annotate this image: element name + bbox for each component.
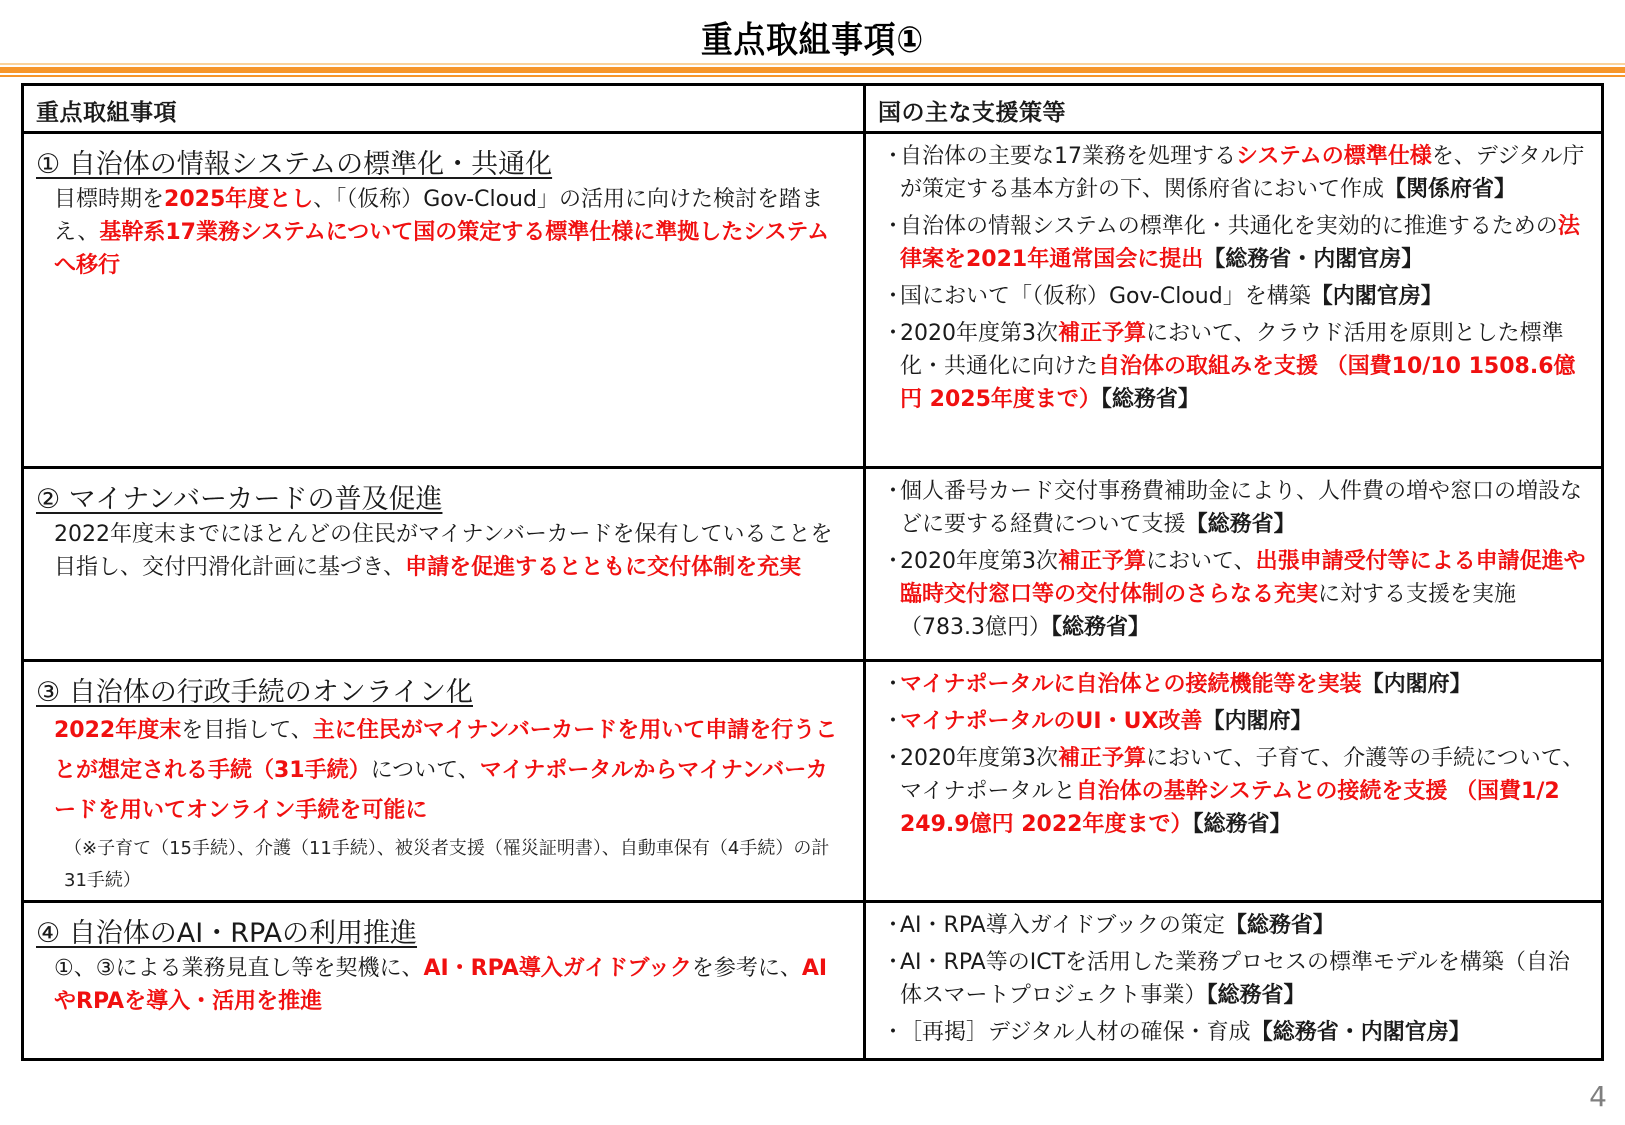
body-text: を参考に、 (691, 956, 802, 981)
body-text: 自治体の主要な17業務を処理する (900, 144, 1236, 169)
row-3-body (24, 709, 863, 831)
priority-table (21, 83, 1604, 1061)
bullet-icon: ・ (882, 746, 905, 771)
row-4-title: ④ 自治体のAI・RPAの利用推進 (36, 918, 418, 949)
ministry-tag: 【総務省・内閣官房】 (1203, 247, 1424, 272)
highlight-text: 主に住民がマイナンバーカードを用いて申請を行うことが想定される手続（31手続） (54, 718, 838, 783)
highlight-text: AIやRPAを導入・活用を推進 (54, 956, 828, 1014)
table-row-3 (24, 659, 1601, 903)
table-row-4 (24, 900, 1601, 1058)
support-item (882, 280, 1589, 313)
body-text: AI・RPA導入ガイドブックの策定 (900, 913, 1225, 938)
highlight-text: 出張申請受付等による申請促進や臨時交付窓口等の交付体制のさらなる充実 (900, 549, 1586, 607)
row-3-priority (24, 662, 866, 903)
highlight-text: 自治体の取組みを支援 （国費10/10 1508.6億円 2025年度まで） (900, 354, 1576, 412)
ministry-tag: 【総務省・内閣官房】 (1250, 1020, 1471, 1045)
bullet-icon: ・ (882, 950, 905, 975)
highlight-text: マイナポータルに自治体との接続機能等を実装 (900, 672, 1362, 697)
ministry-tag: 【内閣官房】 (1310, 284, 1443, 309)
body-text: 目標時期を (54, 187, 165, 212)
support-item (882, 210, 1589, 276)
row-4-body (24, 950, 863, 1018)
bullet-icon: ・ (882, 214, 905, 239)
support-item (882, 317, 1589, 416)
header-national-support: 国の主な支援策等 (878, 100, 1066, 126)
ministry-tag: 【総務省】 (1224, 913, 1335, 938)
ministry-tag: 【総務省】 (1185, 512, 1296, 537)
page-number: 4 (1589, 1080, 1607, 1113)
row-1-support (866, 134, 1601, 469)
row-4-priority (24, 903, 866, 1058)
row-3-title: ③ 自治体の行政手続のオンライン化 (36, 677, 473, 708)
row-4-support-list (866, 903, 1601, 1049)
bullet-icon: ・ (882, 144, 905, 169)
support-item (882, 946, 1589, 1012)
body-text: 国において「（仮称）Gov-Cloud」を構築 (900, 284, 1311, 309)
body-text: 個人番号カード交付事務費補助金により、人件費の増や窓口の増設などに要する経費について支援 (900, 479, 1583, 537)
table-row-2 (24, 466, 1601, 662)
row-1-body (24, 181, 863, 282)
highlight-text: マイナポータルのUI・UX改善 (900, 709, 1203, 734)
bullet-icon: ・ (882, 479, 905, 504)
row-2-body (24, 516, 863, 584)
ministry-tag: 【関係府省】 (1384, 177, 1517, 202)
highlight-text: 補正予算 (1058, 549, 1147, 574)
body-text: を目指して、 (181, 718, 313, 743)
page-title: 重点取組事項① (700, 20, 925, 61)
body-text: ［再掲］デジタル人材の確保・育成 (900, 1020, 1251, 1045)
ministry-tag: 【内閣府】 (1361, 672, 1472, 697)
support-item (882, 1016, 1589, 1049)
ministry-tag: 【総務省】 (1050, 615, 1150, 640)
support-item (882, 909, 1589, 942)
highlight-text: 2022年度末 (54, 718, 182, 743)
header-priority-items: 重点取組事項 (24, 86, 866, 131)
body-text: 2020年度第3次 (900, 321, 1058, 346)
support-item (882, 742, 1589, 841)
row-2-priority (24, 469, 866, 662)
bullet-icon: ・ (882, 549, 905, 574)
body-text: ①、③による業務見直し等を契機に、 (54, 956, 424, 981)
highlight-text: 基幹系17業務システムについて国の策定する標準仕様に準拠したシステムへ移行 (54, 220, 830, 278)
title-rule-light (0, 63, 1625, 65)
bullet-icon: ・ (882, 709, 905, 734)
body-text: 2020年度第3次 (900, 549, 1058, 574)
highlight-text: 補正予算 (1058, 746, 1147, 771)
highlight-text: AI・RPA導入ガイドブック (423, 956, 692, 981)
row-2-title: ② マイナンバーカードの普及促進 (36, 484, 443, 515)
ministry-tag: 【総務省】 (1206, 983, 1306, 1008)
support-item (882, 668, 1589, 701)
bullet-icon: ・ (882, 321, 905, 346)
body-text: 2022年度末までにほとんどの住民がマイナンバーカードを保有していることを目指し、交付円滑化計画に基づき、 (54, 522, 833, 580)
highlight-text: マイナポータルからマイナンバーカードを用いてオンライン手続を可能に (54, 758, 828, 823)
body-text: に対する支援を実施（783.3億円） (900, 582, 1517, 640)
ministry-tag: 【内閣府】 (1202, 709, 1313, 734)
table-header-row (24, 86, 1601, 131)
body-text: 自治体の情報システムの標準化・共通化を実効的に推進するための (900, 214, 1558, 239)
highlight-text: 2025年度とし (164, 187, 314, 212)
row-2-support (866, 469, 1601, 662)
body-text: において、 (1146, 549, 1256, 574)
body-text: を、デジタル庁が策定する基本方針の下、関係府省において作成 (900, 144, 1585, 202)
highlight-text: 自治体の基幹システムとの接続を支援 （国費1/2 249.9億円 2022年度まで） (900, 779, 1560, 837)
row-3-note: （※子育て（15手続）、介護（11手続）、被災者支援（罹災証明書）、自動車保有（4手続）の計31手続） (64, 838, 830, 891)
table-row-1 (24, 131, 1601, 469)
bullet-icon: ・ (882, 284, 905, 309)
body-text: 2020年度第3次 (900, 746, 1058, 771)
ministry-tag: 【総務省】 (1192, 812, 1292, 837)
bullet-icon: ・ (882, 1020, 905, 1045)
highlight-text: 補正予算 (1058, 321, 1147, 346)
body-text: において、クラウド活用を原則とした標準化・共通化に向けた (900, 321, 1564, 379)
row-3-support-list (866, 662, 1601, 841)
title-rule-accent (0, 67, 1625, 73)
row-1-title: ① 自治体の情報システムの標準化・共通化 (36, 149, 553, 180)
row-4-support (866, 903, 1601, 1058)
body-text: において、子育て、介護等の手続について、マイナポータルと (900, 746, 1585, 804)
bullet-icon: ・ (882, 913, 905, 938)
support-item (882, 705, 1589, 738)
support-item (882, 140, 1589, 206)
ministry-tag: 【総務省】 (1100, 387, 1200, 412)
body-text: AI・RPA等のICTを活用した業務プロセスの標準モデルを構築（自治体スマートプロジェクト事業） (900, 950, 1570, 1008)
row-1-priority (24, 134, 866, 469)
body-text: について、 (370, 758, 480, 783)
row-1-support-list (866, 134, 1601, 416)
title-rule-thin (0, 75, 1625, 77)
support-item (882, 475, 1589, 541)
support-item (882, 545, 1589, 644)
highlight-text: システムの標準仕様 (1236, 144, 1432, 169)
highlight-text: 法律案を2021年通常国会に提出 (900, 214, 1580, 272)
highlight-text: 申請を促進するとともに交付体制を充実 (405, 555, 802, 580)
body-text: 、「（仮称）Gov-Cloud」の活用に向けた検討を踏まえ、 (54, 187, 823, 245)
row-3-support (866, 662, 1601, 903)
bullet-icon: ・ (882, 672, 905, 697)
row-2-support-list (866, 469, 1601, 644)
